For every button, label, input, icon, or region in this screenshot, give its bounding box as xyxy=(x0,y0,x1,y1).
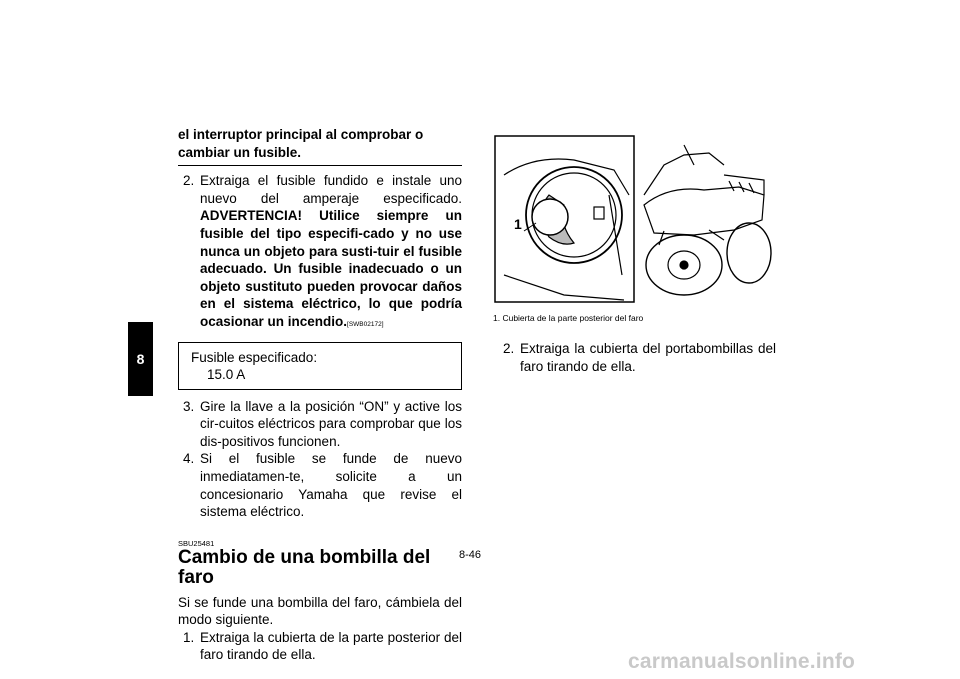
step-2-bulbholder xyxy=(498,340,776,375)
step-text: Gire la llave a la posición “ON” y active los cir-cuitos eléctricos para comprobar que los dis-positivos funcionen. xyxy=(200,398,462,449)
warning-code: [SWB02172] xyxy=(347,320,384,328)
step-3 xyxy=(178,398,462,451)
step-number: 1. xyxy=(183,629,195,645)
page-number: 8-46 xyxy=(459,549,482,561)
atv-headlight-illustration xyxy=(494,135,774,303)
step-4 xyxy=(178,450,462,520)
step-1-headlight xyxy=(178,629,462,664)
figure-caption: 1. Cubierta de la parte posterior del faro xyxy=(493,313,644,323)
lower-line xyxy=(504,275,624,300)
spec-value: 15.0 A xyxy=(207,366,246,382)
rear-cover-cap-icon xyxy=(532,199,568,235)
rear-wheel xyxy=(727,223,771,283)
watermark: carmanualsonline.info xyxy=(628,650,856,673)
step-2-fuse xyxy=(178,172,462,333)
step-text: Extraiga la cubierta del portabombillas del faro tirando de ella. xyxy=(520,341,776,374)
chapter-tab: 8 xyxy=(128,322,153,396)
fender-line xyxy=(504,159,629,195)
callout-number: 1 xyxy=(514,216,522,232)
atv-body xyxy=(644,187,764,235)
step-text: Si el fusible se funde de nuevo inmediatamen-te, solicite a un concesionario Yamaha que revise el sistema eléctrico. xyxy=(200,451,462,520)
front-hub-center xyxy=(680,261,688,269)
clip xyxy=(594,207,604,219)
section-heading: Cambio de una bombilla del faro xyxy=(178,546,431,588)
step-number: 2. xyxy=(503,341,515,356)
left-column xyxy=(178,126,462,664)
divider xyxy=(178,165,462,166)
spec-box xyxy=(178,342,462,390)
step-number: 2. xyxy=(183,173,195,189)
step-number: 4. xyxy=(183,451,195,467)
atv-drawing xyxy=(644,145,771,295)
intro-text: el interruptor principal al comprobar o cambiar un fusible. xyxy=(178,127,424,160)
spec-label: Fusible especificado: xyxy=(191,349,318,365)
section-intro: Si se funde una bombilla del faro, cámbiela del modo siguiente. xyxy=(178,594,462,628)
step-number: 3. xyxy=(183,398,195,414)
step-text: Extraiga la cubierta de la parte posterior del faro tirando de ella. xyxy=(200,629,462,663)
section-reference: SBU25481 xyxy=(178,538,215,548)
step-text: Extraiga el fusible fundido e instale uno nuevo del amperaje especificado. xyxy=(200,173,462,206)
warning-text: ADVERTENCIA! Utilice siempre un fusible del tipo especifi-cado y no use nunca un objeto para susti-tuir el fusible adecuado. Un fusible inadecuado o un objeto sustituto pueden provocar daños en el sistema eléctrico, lo que podría ocasionar un incendio. xyxy=(200,208,462,329)
right-column xyxy=(498,340,776,375)
